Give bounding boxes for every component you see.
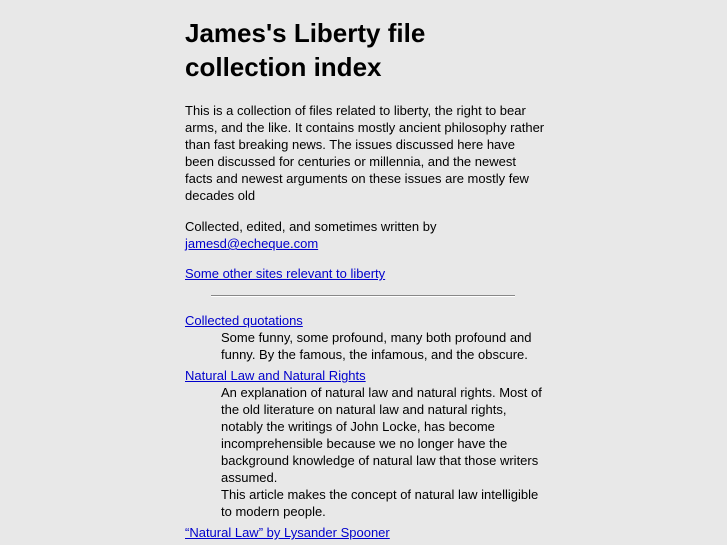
page-title: James's Liberty file collection index (185, 18, 426, 82)
list-item-description (221, 384, 543, 520)
list-item-title (185, 524, 545, 541)
description-paragraph: This article makes the concept of natural law intelligible to modern people. (221, 487, 539, 519)
description-paragraph: An explanation of natural law and natural rights. Most of the old literature on natural law and natural rights, notably the writings of John Locke, has become incomprehensible because we no longer have the background knowledge of natural law that those writers assumed. (221, 385, 542, 485)
related-sites (185, 265, 545, 282)
quotations-link[interactable]: Collected quotations (185, 313, 303, 328)
file-list (185, 312, 545, 541)
natural-law-link[interactable]: Natural Law and Natural Rights (185, 368, 366, 383)
author-credit (185, 218, 545, 252)
author-credit-text: Collected, edited, and sometimes written by (185, 219, 437, 234)
intro-paragraph: This is a collection of files related to liberty, the right to bear arms, and the like. It contains mostly ancient philosophy rather than fast breaking news. The issues discussed here have been discussed for centuries or millennia, and the newest facts and newest arguments on these issues are mostly few decades old (185, 103, 545, 203)
list-item-title (185, 312, 545, 329)
list-item-title (185, 367, 545, 384)
related-sites-link[interactable]: Some other sites relevant to liberty (185, 266, 386, 281)
spooner-natural-law-link[interactable]: “Natural Law” by Lysander Spooner (185, 525, 390, 540)
description-paragraph: Some funny, some profound, many both profound and funny. By the famous, the infamous, and the obscure. (221, 330, 532, 362)
author-email-link[interactable]: jamesd@echeque.com (185, 236, 319, 251)
document (185, 0, 545, 541)
list-item-description (221, 329, 543, 363)
divider (211, 295, 515, 297)
